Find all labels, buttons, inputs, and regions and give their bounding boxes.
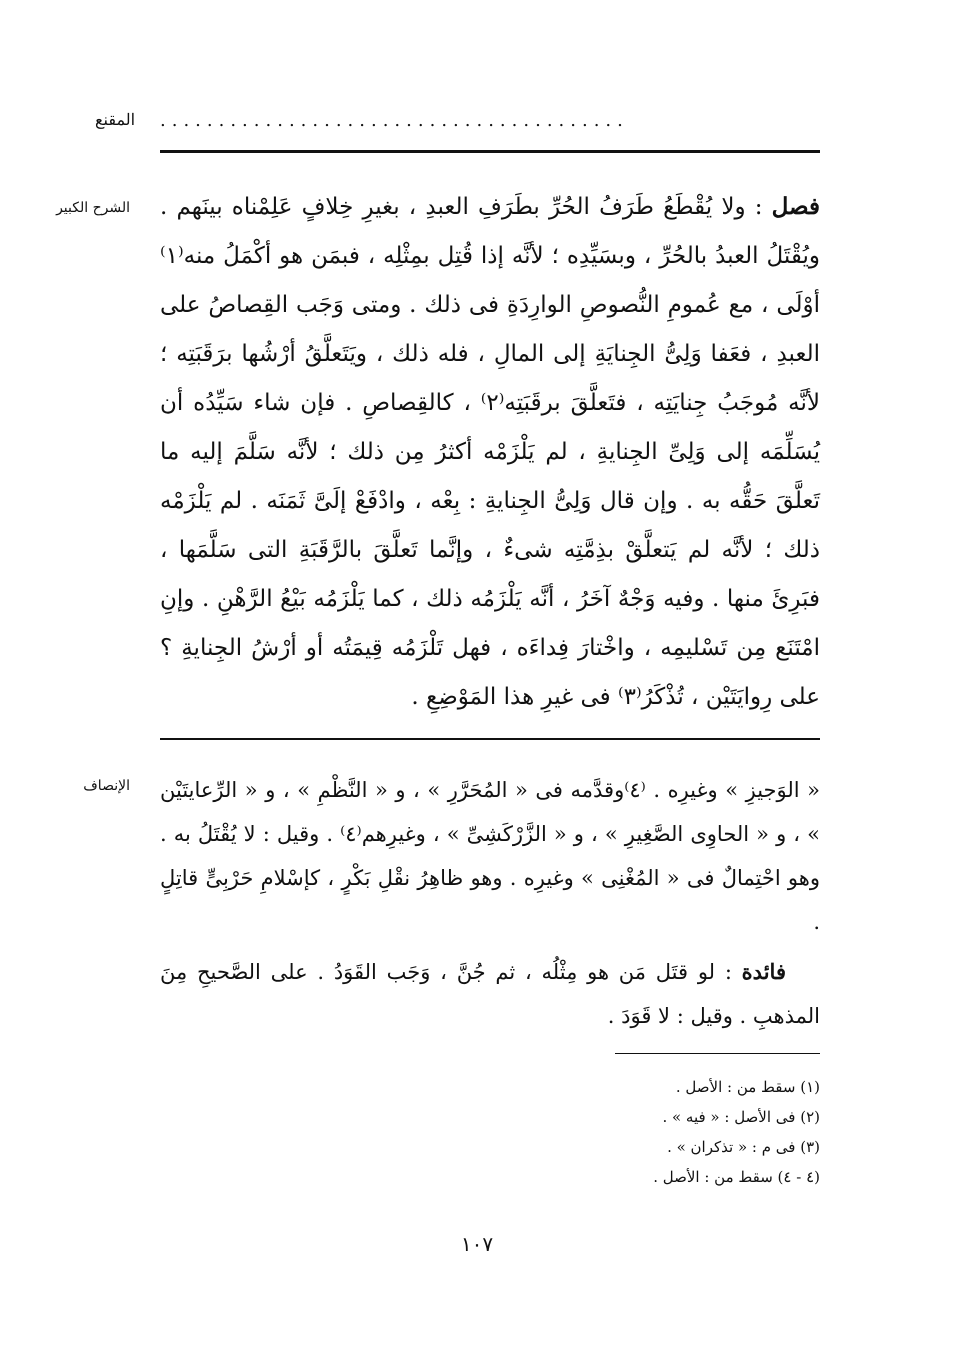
header-rule [160, 150, 820, 153]
footnote-rule [615, 1053, 820, 1054]
insaf-text-block [160, 768, 820, 1038]
footnote-2: (٢) فى الأصل : « فيه » . [662, 1108, 820, 1126]
insaf-paragraph: « الوَجيزِ » وغيرِه . ⁽٤⁾وقدَّمه فى « المُحَرَّرِ » ، و « النَّظْمِ » ، و « الرِّعايتَيْن » ، و « الحاوِى الصَّغِيرِ » ، و « الزَّرْكَشِىِّ » ، وغيرِهم⁽٤⁾ . وقيل : لا يُقْتَلُ به . وهو احْتِمالٌ فى « المُغْنِى » وغيرِه . وهو ظاهِرُ نقْلِ بَكْرٍ ، كإسْلامِ حَرْبِىٍّ قاتِلٍ . [160, 778, 820, 934]
main-text-block [160, 182, 820, 722]
main-text: : ولا يُقْطَعُ طَرَفُ الحُرِّ بطَرَفِ العبدِ ، بغيرِ خِلافٍ عَلِمْناه بينَهم . ويُقْتَلُ العبدُ بالحُرِّ ، وبسَيِّدِه ؛ لأنَّه إذا قُتِل بمِثْلِه ، فبمَن هو أكْمَلُ منه⁽١⁾ أوْلَى ، مع عُمومِ النُّصوصِ الوارِدَةِ فى ذلك . ومتى وَجَب القِصاصُ على العبدِ ، فعَفا وَلِىُّ الجِنايَةِ إلى المالِ ، فله ذلك ، ويَتَعلَّقُ أرْشُها برَقَبَتِه ؛ لأنَّه مُوجَبُ جِنايَتِه ، فتَعلَّقَ برقَبَتِه⁽٢⁾ ، كالقِصاصِ . فإن شاء سَيِّدُه أن يُسَلِّمَه إلى وَلِىِّ الجِنايةِ ، لم يَلْزَمْه أكثرُ مِن ذلك ؛ لأنَّه سَلَّمَ إليه ما تَعلَّقَ حَقُّه به . وإن قال وَلِىُّ الجِنايةِ : بِعْه ، وادْفَعْ إلَىَّ ثَمَنَه . لم يَلْزَمْه ذلك ؛ لأنَّه لم يَتعلَّقْ بذِمَّتِه شىءٌ ، وإنَّما تَعلَّقَ بالرَّقَبَةِ التى سَلَّمَها ، فبَرِئَ منها . وفيه وَجْهٌ آخَرُ ، أنَّه يَلْزَمُه ذلك ، كما يَلْزَمُه بَيْعُ الرَّهْنِ . وإنِ امْتَنَع مِن تَسْليمِه ، واخْتارَ فِداءَه ، فهل تَلْزَمُه قِيمَتُه أو أرْشُ الجِنايةِ ؟ على رِوايَتَيْن ، تُذْكَرُ⁽٣⁾ فى غيرِ هذا المَوْضِعِ . [160, 194, 820, 710]
footnote-4: (٤ - ٤) سقط من : الأصل . [653, 1168, 820, 1186]
side-label-insaf: الإنصاف [83, 778, 130, 794]
running-head: المقنع [95, 110, 136, 129]
faida-paragraph [160, 950, 820, 1038]
faida-lead-word: فائدة [741, 959, 786, 984]
section-lead-word: فصل [771, 193, 820, 220]
section-divider [160, 738, 820, 740]
footnotes [420, 1072, 820, 1192]
footnote-3: (٣) فى م : « تذكران » . [667, 1138, 820, 1156]
side-label-sharh: الشرح الكبير [56, 200, 130, 216]
footnote-1: (١) سقط من : الأصل . [675, 1078, 820, 1096]
page-number: ١٠٧ [460, 1232, 494, 1256]
faida-text: : لو قتَل مَن هو مِثْلُه ، ثم جُنَّ ، وَجَب القَوَدُ . على الصَّحيحِ مِنَ المذهبِ . وقيل : لا قَوَدَ . [160, 960, 820, 1028]
header-leader-dots: ........................................ [160, 110, 629, 130]
